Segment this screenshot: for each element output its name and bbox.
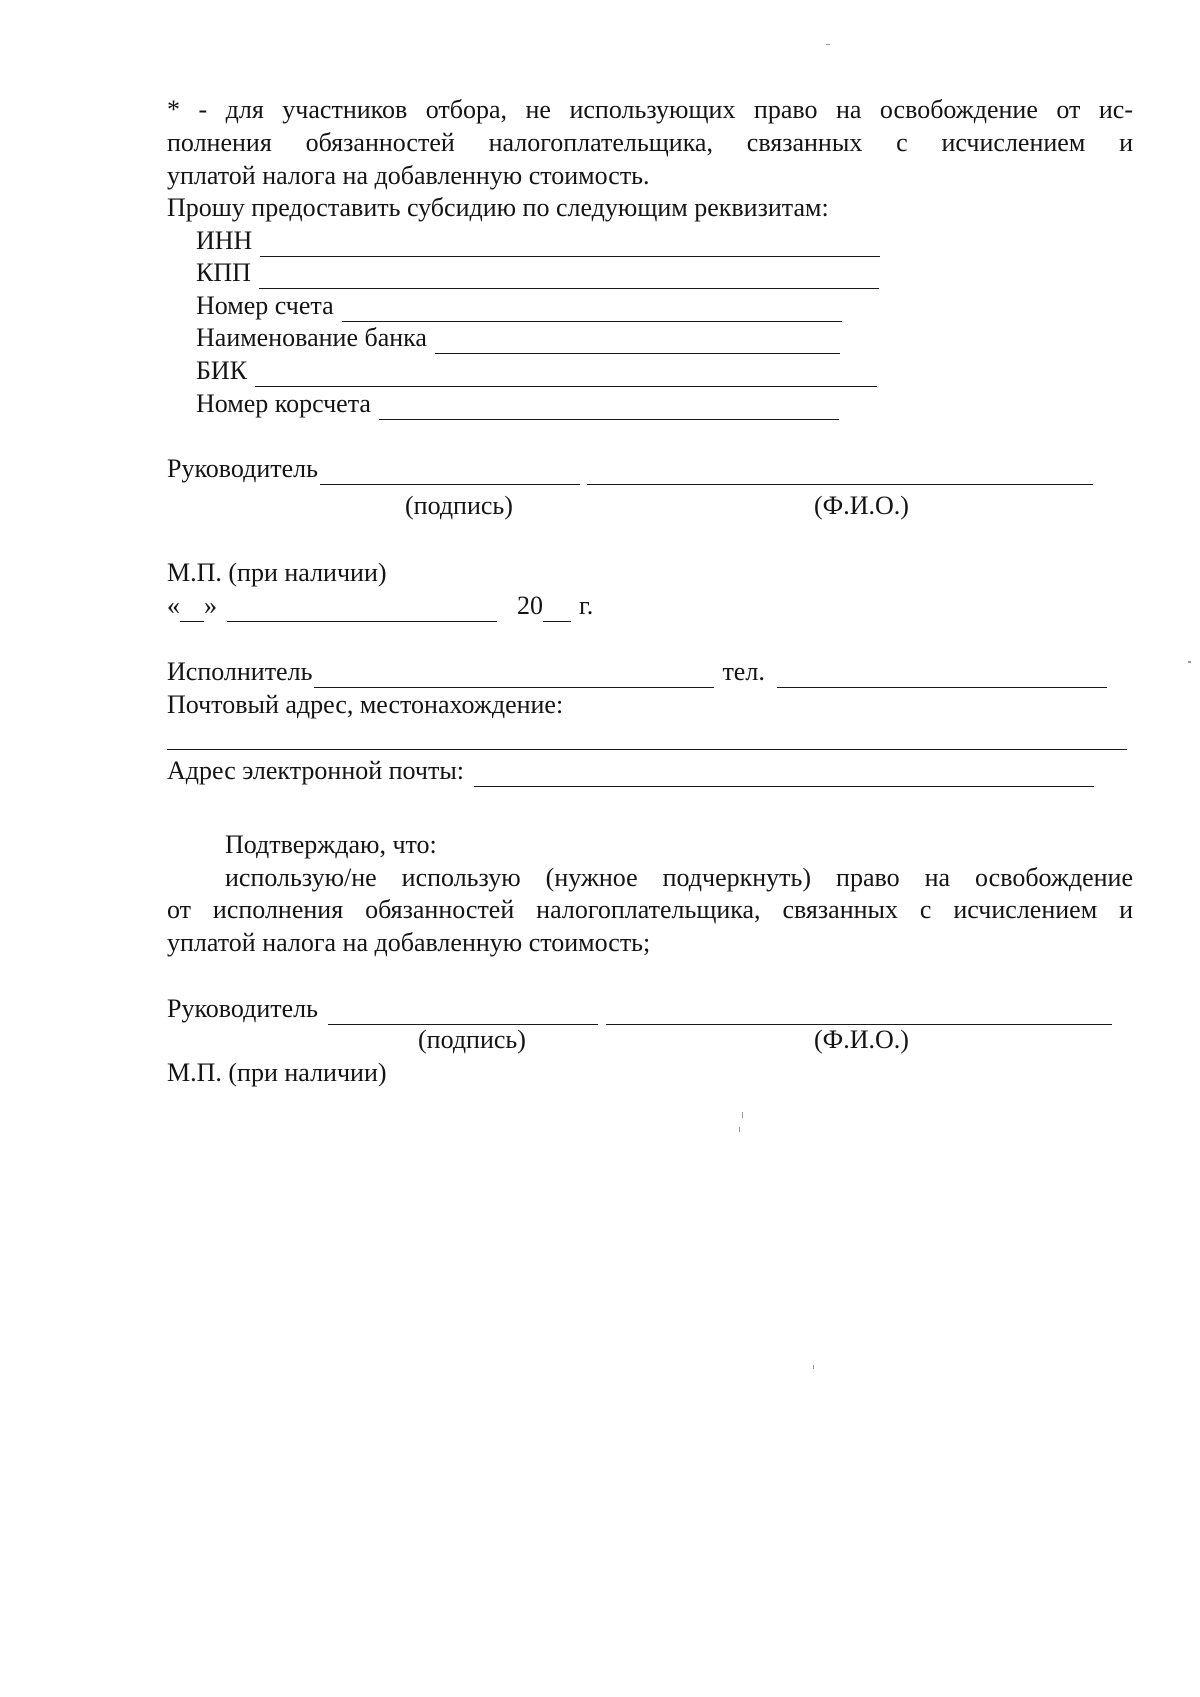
head-signature-field-2 [167,993,1112,1025]
date-field [167,590,593,622]
head-signature-blank-1[interactable] [320,460,580,485]
phone-blank[interactable] [777,663,1107,688]
day-blank[interactable] [180,597,204,622]
head-name-blank-2[interactable] [606,1000,1112,1025]
scan-speck [742,1112,743,1118]
account-field [196,290,842,322]
phone-label: тел. [722,657,765,686]
scan-speck [826,44,830,45]
scan-speck [739,1127,740,1132]
footnote-line-1: * - для участников отбора, не использующих право на освобождение от ис- [167,95,1133,124]
bank-label: Наименование банка [196,323,427,352]
year-suffix: г. [579,591,594,620]
name-caption-2: (Ф.И.О.) [814,1025,909,1054]
confirmation-intro: Подтверждаю, что: [225,830,437,859]
footnote-line-2: полнения обязанностей налогоплательщика, связанных с исчислением и [167,128,1133,157]
account-blank[interactable] [342,297,842,322]
year-blank[interactable] [543,597,571,622]
confirmation-line-2: от исполнения обязанностей налогоплательщика, связанных с исчислением и [167,895,1133,924]
head-label-1: Руководитель [167,454,318,483]
postal-address-label: Почтовый адрес, местонахождение: [167,690,564,719]
kpp-label: КПП [196,258,251,287]
year-prefix: 20 [517,591,543,620]
inn-label: ИНН [196,226,253,255]
corr-account-blank[interactable] [379,395,839,420]
inn-blank[interactable] [260,232,880,257]
request-intro: Прошу предоставить субсидию по следующим реквизитам: [167,193,829,222]
month-blank[interactable] [227,597,497,622]
email-field [167,755,1094,787]
email-blank[interactable] [474,762,1094,787]
scan-speck [1188,661,1191,663]
head-signature-field-1 [167,453,1093,485]
email-label: Адрес электронной почты: [167,756,465,785]
footnote-line-3: уплатой налога на добавленную стоимость. [167,161,650,190]
confirmation-line-3: уплатой налога на добавленную стоимость; [167,928,651,957]
head-label-2: Руководитель [167,994,318,1023]
head-signature-blank-2[interactable] [328,1000,598,1025]
kpp-field [196,257,879,289]
bank-field [196,322,840,354]
corr-account-field [196,388,839,420]
date-open-quote: « [167,591,180,620]
inn-field [196,225,880,257]
name-caption-1: (Ф.И.О.) [814,491,909,520]
bank-blank[interactable] [435,329,840,354]
stamp-label-2: М.П. (при наличии) [167,1058,387,1087]
postal-address-blank[interactable] [167,749,1127,750]
date-close-quote: » [204,591,217,620]
head-name-blank-1[interactable] [587,460,1093,485]
signature-caption-2: (подпись) [418,1025,526,1054]
executor-field [167,656,1107,688]
scan-speck [813,1365,814,1369]
account-label: Номер счета [196,291,334,320]
executor-label: Исполнитель [167,657,313,686]
executor-blank[interactable] [314,663,714,688]
corr-account-label: Номер корсчета [196,389,371,418]
bik-blank[interactable] [255,362,877,387]
bik-field [196,355,877,387]
kpp-blank[interactable] [259,264,879,289]
stamp-label-1: М.П. (при наличии) [167,558,387,587]
confirmation-line-1: использую/не использую (нужное подчеркнуть) право на освобождение [225,863,1133,892]
bik-label: БИК [196,356,248,385]
signature-caption-1: (подпись) [405,491,513,520]
